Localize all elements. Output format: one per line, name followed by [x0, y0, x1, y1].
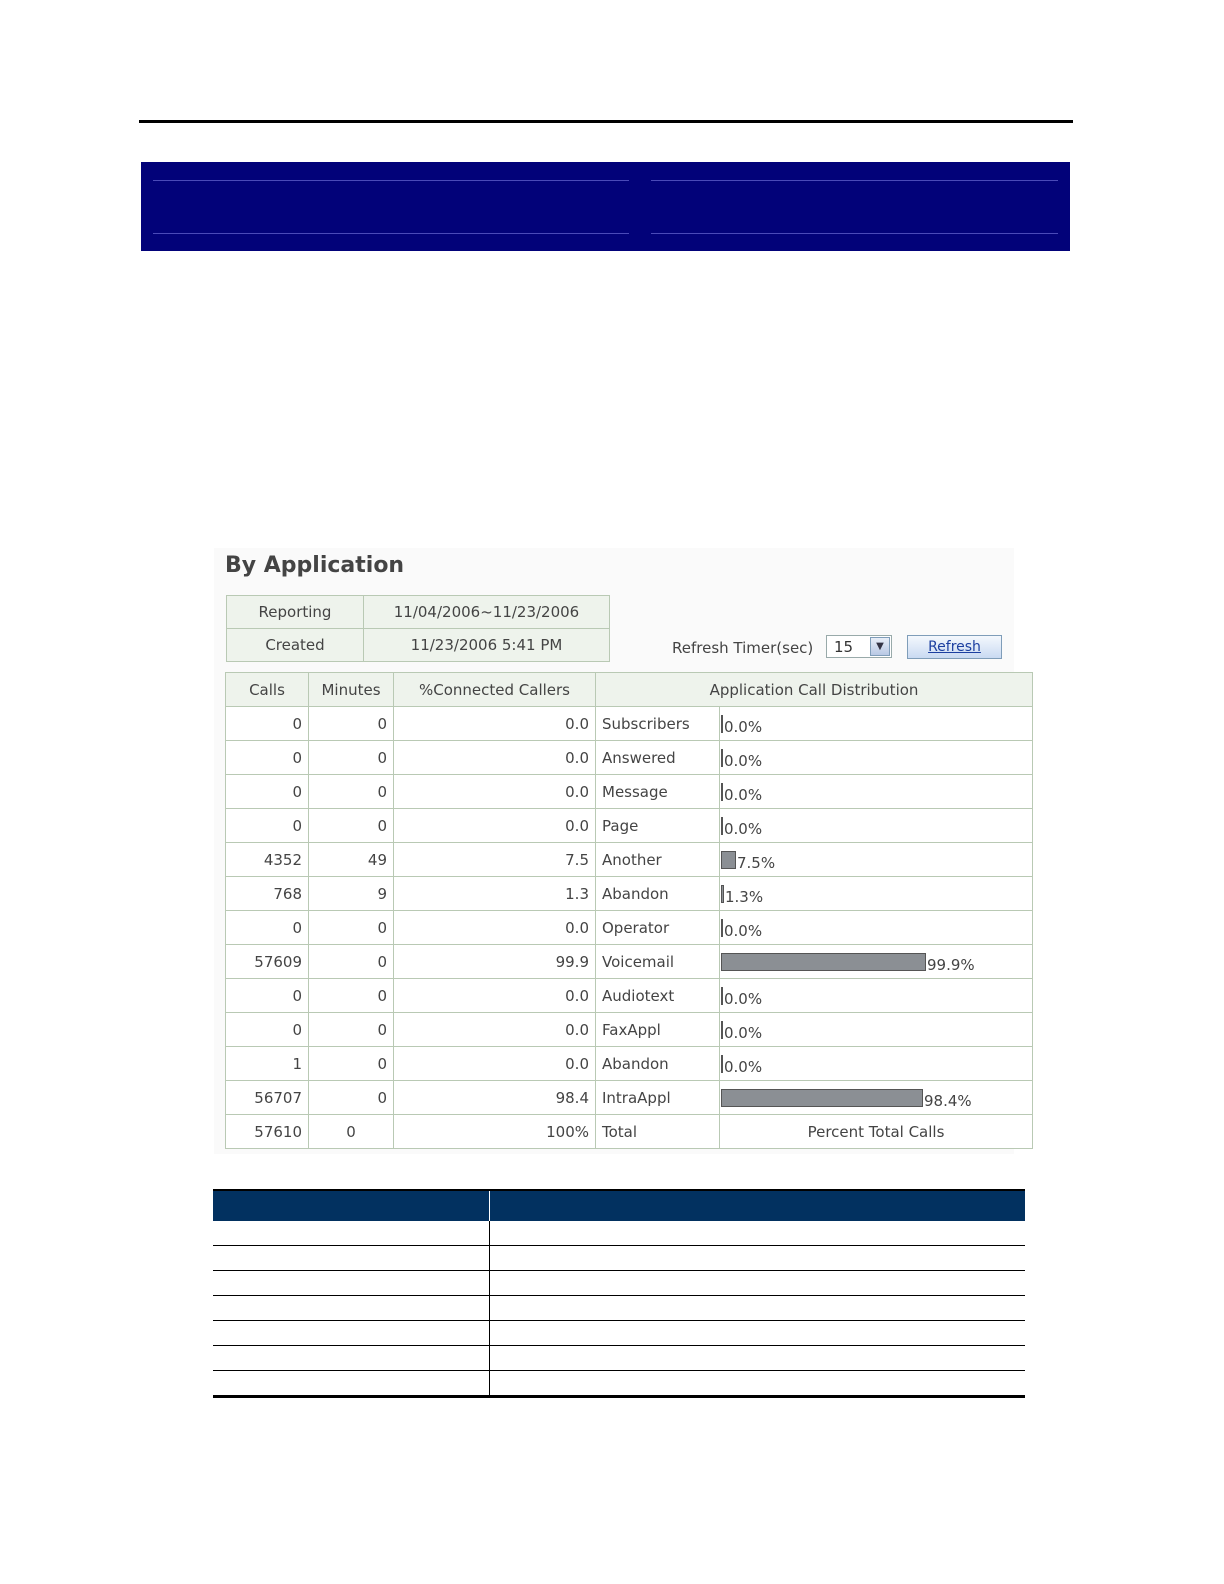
distribution-percent: 1.3% — [725, 887, 764, 906]
total-row — [226, 1115, 1033, 1149]
field-table-row — [213, 1221, 1025, 1246]
reporting-value: 11/04/2006~11/23/2006 — [364, 596, 610, 629]
distribution-cell — [720, 809, 1033, 843]
calls-cell: 57609 — [226, 945, 309, 979]
field-table-row — [213, 1371, 1025, 1397]
table-row — [226, 945, 1033, 979]
field-table-cell — [490, 1246, 1026, 1271]
table-row — [226, 775, 1033, 809]
refresh-timer-value: 15 — [834, 638, 854, 656]
banner-divider — [153, 180, 629, 181]
total-connected: 100% — [394, 1115, 596, 1149]
field-table-header-right — [490, 1190, 1026, 1221]
banner-divider — [651, 233, 1058, 234]
application-name: Page — [596, 809, 720, 843]
distribution-percent: 0.0% — [724, 751, 763, 770]
distribution-percent: 0.0% — [724, 785, 763, 804]
distribution-bar — [721, 1021, 723, 1039]
field-table-cell — [490, 1296, 1026, 1321]
calls-cell: 768 — [226, 877, 309, 911]
distribution-percent: 0.0% — [724, 717, 763, 736]
banner-divider — [651, 180, 1058, 181]
connected-cell: 99.9 — [394, 945, 596, 979]
application-name: IntraAppl — [596, 1081, 720, 1115]
table-row — [226, 911, 1033, 945]
application-name: Answered — [596, 741, 720, 775]
calls-cell: 1 — [226, 1047, 309, 1081]
distribution-percent: 0.0% — [724, 989, 763, 1008]
distribution-cell — [720, 877, 1033, 911]
connected-cell: 0.0 — [394, 775, 596, 809]
application-name: Message — [596, 775, 720, 809]
connected-cell: 0.0 — [394, 1047, 596, 1081]
minutes-cell: 0 — [309, 1081, 394, 1115]
field-table-cell — [213, 1271, 490, 1296]
minutes-cell: 0 — [309, 741, 394, 775]
distribution-cell — [720, 1081, 1033, 1115]
header-calls: Calls — [226, 673, 309, 707]
top-rule — [139, 120, 1073, 123]
table-row — [226, 877, 1033, 911]
connected-cell: 0.0 — [394, 979, 596, 1013]
table-row — [226, 741, 1033, 775]
report-title: By Application — [225, 553, 405, 578]
minutes-cell: 9 — [309, 877, 394, 911]
connected-cell: 0.0 — [394, 911, 596, 945]
total-distribution-label: Percent Total Calls — [720, 1115, 1033, 1149]
application-name: Abandon — [596, 877, 720, 911]
minutes-cell: 0 — [309, 979, 394, 1013]
connected-cell: 1.3 — [394, 877, 596, 911]
field-description-table — [213, 1189, 1025, 1398]
calls-cell: 0 — [226, 911, 309, 945]
connected-cell: 0.0 — [394, 1013, 596, 1047]
distribution-cell — [720, 945, 1033, 979]
distribution-percent: 0.0% — [724, 1023, 763, 1042]
distribution-bar — [721, 987, 723, 1005]
chevron-down-icon[interactable]: ▼ — [870, 637, 890, 656]
field-table-row — [213, 1246, 1025, 1271]
refresh-timer-label: Refresh Timer(sec) — [672, 639, 814, 657]
calls-cell: 0 — [226, 979, 309, 1013]
table-row — [226, 809, 1033, 843]
distribution-cell — [720, 741, 1033, 775]
distribution-bar — [721, 851, 736, 869]
table-row — [226, 843, 1033, 877]
created-value: 11/23/2006 5:41 PM — [364, 629, 610, 662]
reporting-row — [227, 596, 610, 629]
application-name: FaxAppl — [596, 1013, 720, 1047]
distribution-percent: 0.0% — [724, 819, 763, 838]
distribution-bar — [721, 1055, 723, 1073]
connected-cell: 0.0 — [394, 707, 596, 741]
minutes-cell: 0 — [309, 911, 394, 945]
distribution-percent: 0.0% — [724, 921, 763, 940]
distribution-bar — [721, 1089, 923, 1107]
distribution-bar — [721, 749, 723, 767]
application-name: Voicemail — [596, 945, 720, 979]
minutes-cell: 0 — [309, 945, 394, 979]
field-table-header — [213, 1190, 1025, 1221]
refresh-timer-select[interactable] — [826, 635, 892, 658]
distribution-cell — [720, 775, 1033, 809]
banner-divider — [153, 233, 629, 234]
header-minutes: Minutes — [309, 673, 394, 707]
distribution-table — [225, 672, 1033, 1149]
minutes-cell: 49 — [309, 843, 394, 877]
field-table-row — [213, 1271, 1025, 1296]
distribution-cell — [720, 979, 1033, 1013]
field-table-cell — [490, 1346, 1026, 1371]
created-label: Created — [227, 629, 364, 662]
distribution-table-body — [226, 707, 1033, 1115]
calls-cell: 56707 — [226, 1081, 309, 1115]
total-calls: 57610 — [226, 1115, 309, 1149]
field-table-row — [213, 1346, 1025, 1371]
distribution-cell — [720, 911, 1033, 945]
distribution-cell — [720, 707, 1033, 741]
header-banner — [141, 162, 1070, 251]
minutes-cell: 0 — [309, 775, 394, 809]
field-table-row — [213, 1296, 1025, 1321]
distribution-bar — [721, 715, 723, 733]
table-header-row — [226, 673, 1033, 707]
table-row — [226, 1081, 1033, 1115]
distribution-bar — [721, 885, 724, 903]
application-name: Another — [596, 843, 720, 877]
application-name: Subscribers — [596, 707, 720, 741]
total-minutes: 0 — [309, 1115, 394, 1149]
distribution-percent: 0.0% — [724, 1057, 763, 1076]
table-row — [226, 707, 1033, 741]
application-name: Operator — [596, 911, 720, 945]
distribution-bar — [721, 919, 723, 937]
calls-cell: 0 — [226, 1013, 309, 1047]
table-row — [226, 1047, 1033, 1081]
distribution-cell — [720, 1047, 1033, 1081]
distribution-cell — [720, 1013, 1033, 1047]
field-table-cell — [213, 1346, 490, 1371]
header-application-call-distribution: Application Call Distribution — [596, 673, 1033, 707]
distribution-bar — [721, 953, 926, 971]
connected-cell: 98.4 — [394, 1081, 596, 1115]
field-table-cell — [490, 1221, 1026, 1246]
calls-cell: 0 — [226, 707, 309, 741]
connected-cell: 0.0 — [394, 809, 596, 843]
field-table-cell — [213, 1296, 490, 1321]
minutes-cell: 0 — [309, 707, 394, 741]
field-table-row — [213, 1321, 1025, 1346]
header-connected-callers: %Connected Callers — [394, 673, 596, 707]
field-table-cell — [213, 1321, 490, 1346]
distribution-bar — [721, 783, 723, 801]
report-info-table — [226, 595, 610, 662]
distribution-percent: 7.5% — [737, 853, 776, 872]
minutes-cell: 0 — [309, 1013, 394, 1047]
field-table-cell — [490, 1321, 1026, 1346]
calls-cell: 4352 — [226, 843, 309, 877]
created-row — [227, 629, 610, 662]
application-name: Audiotext — [596, 979, 720, 1013]
distribution-percent: 98.4% — [924, 1091, 972, 1110]
calls-cell: 0 — [226, 809, 309, 843]
connected-cell: 7.5 — [394, 843, 596, 877]
refresh-button[interactable]: Refresh — [907, 635, 1002, 659]
field-table-cell — [490, 1271, 1026, 1296]
distribution-percent: 99.9% — [927, 955, 975, 974]
distribution-cell — [720, 843, 1033, 877]
field-table-cell — [213, 1221, 490, 1246]
field-table-cell — [490, 1371, 1026, 1397]
connected-cell: 0.0 — [394, 741, 596, 775]
field-table-header-left — [213, 1190, 490, 1221]
field-table-cell — [213, 1371, 490, 1397]
distribution-bar — [721, 817, 723, 835]
total-label: Total — [596, 1115, 720, 1149]
calls-cell: 0 — [226, 741, 309, 775]
field-table-cell — [213, 1246, 490, 1271]
application-name: Abandon — [596, 1047, 720, 1081]
calls-cell: 0 — [226, 775, 309, 809]
table-row — [226, 1013, 1033, 1047]
table-row — [226, 979, 1033, 1013]
minutes-cell: 0 — [309, 809, 394, 843]
reporting-label: Reporting — [227, 596, 364, 629]
minutes-cell: 0 — [309, 1047, 394, 1081]
